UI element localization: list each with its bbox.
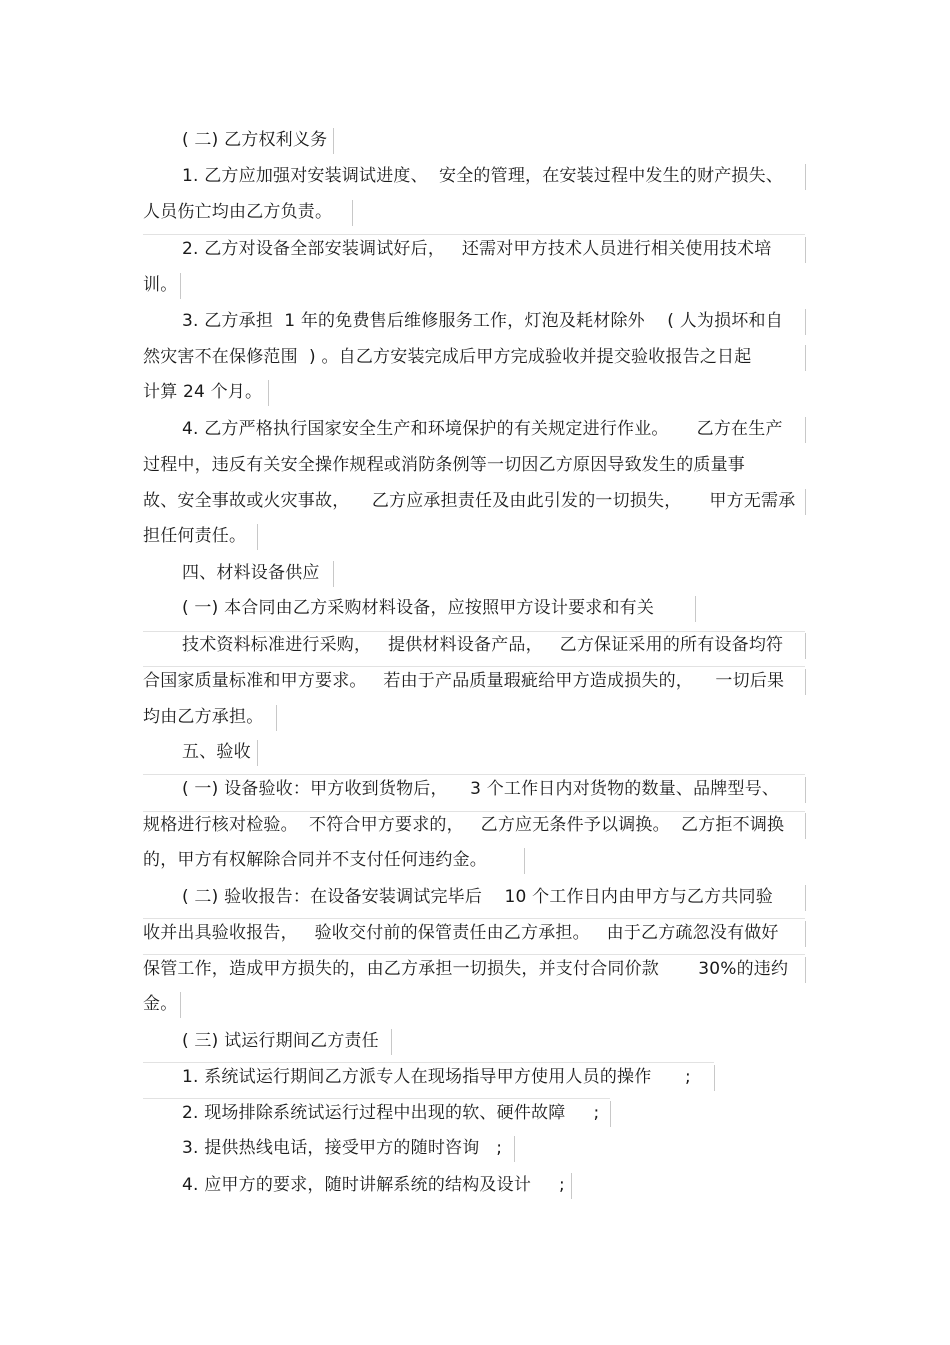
paragraph-line: 的，甲方有权解除合同并不支付任何违约金。 (143, 850, 487, 870)
cell-border (805, 921, 806, 947)
cell-border (257, 524, 258, 550)
cell-border (805, 669, 806, 695)
paragraph-line: 4. 乙方严格执行国家安全生产和环境保护的有关规定进行作业。 乙方在生产 (182, 419, 783, 439)
cell-border (391, 1029, 392, 1055)
cell-border (524, 848, 525, 874)
paragraph-line: 技术资料标准进行采购， 提供材料设备产品， 乙方保证采用的所有设备均符 (182, 635, 784, 655)
cell-border (805, 885, 806, 911)
cell-border (514, 1136, 515, 1162)
paragraph-line: 人员伤亡均由乙方负责。 (143, 202, 333, 222)
list-item: 4. 应甲方的要求，随时讲解系统的结构及设计 ; (182, 1175, 565, 1195)
cell-border (805, 489, 806, 515)
cell-border (805, 633, 806, 659)
paragraph-line: 3. 乙方承担 1 年的免费售后维修服务工作，灯泡及耗材除外 ( 人为损坏和自 (182, 311, 783, 331)
paragraph-line: 规格进行核对检验。 不符合甲方要求的， 乙方应无条件予以调换。 乙方拒不调换 (143, 815, 785, 835)
list-item: 1. 系统试运行期间乙方派专人在现场指导甲方使用人员的操作 ; (182, 1067, 691, 1087)
paragraph-line: 训。 (143, 275, 178, 295)
list-item: 3. 提供热线电话，接受甲方的随时咨询 ; (182, 1138, 503, 1158)
cell-border (805, 164, 806, 190)
cell-border (180, 273, 181, 299)
list-item: 2. 现场排除系统试运行过程中出现的软、硬件故障 ; (182, 1103, 600, 1123)
cell-border (805, 345, 806, 371)
table-rule (143, 666, 805, 667)
paragraph-line: 过程中，违反有关安全操作规程或消防条例等一切因乙方原因导致发生的质量事 (143, 455, 745, 475)
cell-border (352, 200, 353, 226)
cell-border (180, 992, 181, 1018)
cell-border (714, 1065, 715, 1091)
cell-border (805, 957, 806, 983)
table-rule (143, 1098, 610, 1099)
cell-border (610, 1101, 611, 1127)
paragraph-line: 然灾害不在保修范围 ) 。自乙方安装完成后甲方完成验收并提交验收报告之日起 (143, 347, 752, 367)
cell-border (333, 561, 334, 587)
table-rule (143, 811, 805, 812)
cell-border (695, 596, 696, 622)
cell-border (805, 813, 806, 839)
section-heading-materials: 四、材料设备供应 (182, 563, 320, 583)
cell-border (268, 380, 269, 406)
paragraph-line: 金。 (143, 994, 178, 1014)
paragraph-line: 1. 乙方应加强对安装调试进度、 安全的管理，在安装过程中发生的财产损失、 (182, 166, 784, 186)
paragraph-line: 担任何责任。 (143, 526, 247, 546)
table-rule (143, 954, 805, 955)
paragraph-line: 计算 24 个月。 (143, 382, 263, 402)
cell-border (805, 237, 806, 263)
paragraph-line: 2. 乙方对设备全部安装调试好后， 还需对甲方技术人员进行相关使用技术培 (182, 239, 772, 259)
table-rule (143, 1062, 714, 1063)
paragraph-line: ( 一) 本合同由乙方采购材料设备，应按照甲方设计要求和有关 (182, 598, 655, 618)
paragraph-line: 合国家质量标准和甲方要求。 若由于产品质量瑕疵给甲方造成损失的， 一切后果 (143, 671, 785, 691)
paragraph-line: 均由乙方承担。 (143, 707, 264, 727)
table-rule (143, 774, 805, 775)
paragraph-line: 保管工作，造成甲方损失的，由乙方承担一切损失，并支付合同价款 30%的违约 (143, 959, 789, 979)
table-rule (143, 631, 805, 632)
cell-border (805, 417, 806, 443)
table-rule (143, 918, 805, 919)
section-heading-trial-run: ( 三) 试运行期间乙方责任 (182, 1031, 379, 1051)
cell-border (805, 309, 806, 335)
cell-border (805, 777, 806, 803)
paragraph-line: 故、安全事故或火灾事故， 乙方应承担责任及由此引发的一切损失， 甲方无需承 (143, 491, 796, 511)
paragraph-line: ( 一) 设备验收：甲方收到货物后， 3 个工作日内对货物的数量、品牌型号、 (182, 779, 780, 799)
cell-border (571, 1173, 572, 1199)
table-rule (143, 234, 805, 235)
cell-border (276, 705, 277, 731)
paragraph-line: 收并出具验收报告， 验收交付前的保管责任由乙方承担。 由于乙方疏忽没有做好 (143, 923, 779, 943)
cell-border (333, 128, 334, 154)
section-heading-party-b-rights: ( 二) 乙方权利义务 (182, 130, 328, 150)
cell-border (257, 740, 258, 766)
paragraph-line: ( 二) 验收报告：在设备安装调试完毕后 10 个工作日内由甲方与乙方共同验 (182, 887, 773, 907)
section-heading-acceptance: 五、验收 (182, 742, 251, 762)
